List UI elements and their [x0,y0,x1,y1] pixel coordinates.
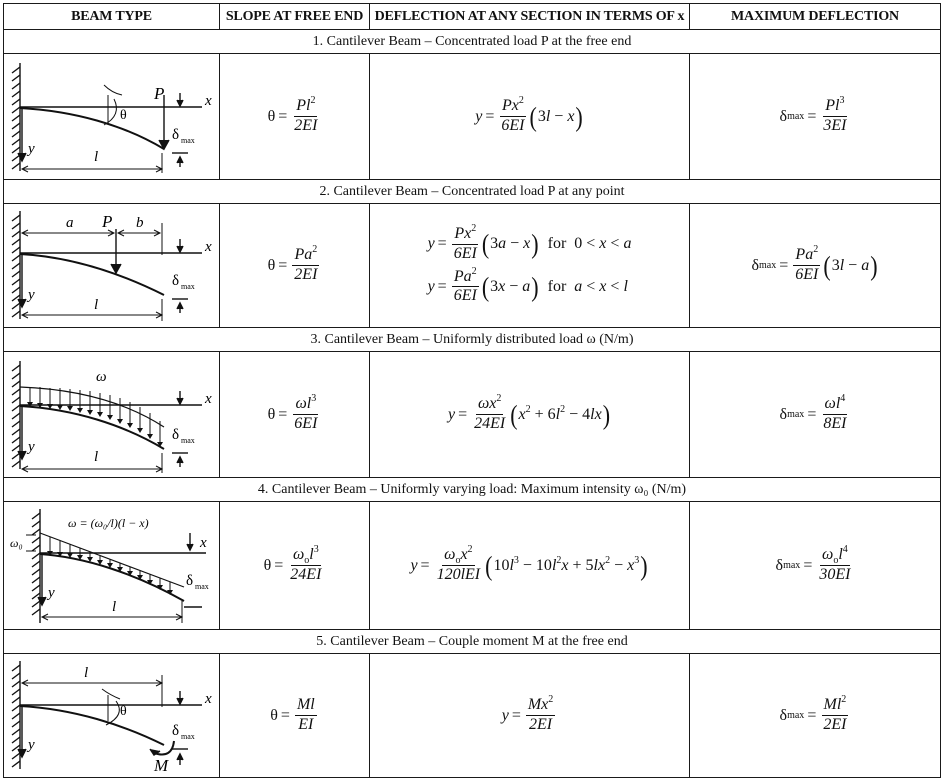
label-M: M [154,755,169,775]
section-5-max-deflection: δ max = $\frac{Ml^2}{2EI}$ [690,654,941,778]
section-4-max-deflection: δ max = $\frac{\omega_ol^4}{30EI}$ [690,502,941,630]
section-3-max-deflection: δ max = $\frac{\omega l^4}{8EI}$ [690,352,941,478]
label-P: P [102,211,113,231]
label-delta: δ [172,126,180,143]
label-y: y [28,286,35,303]
label-x: x [205,390,212,407]
label-max: max [195,581,209,591]
label-l: l [94,148,99,165]
label-y: y [48,584,55,601]
label-x: x [200,534,207,551]
section-5-title: 5. Cantilever Beam – Couple moment M at the free end [4,630,941,654]
section-4-diagram [4,503,218,629]
header-deflection: DEFLECTION AT ANY SECTION IN TERMS OF x [370,4,690,30]
section-1-max-deflection: δ max = $\frac{Pl^3}{3EI}$ [690,54,941,180]
label-max: max [181,281,195,291]
section-1-deflection: y = $\frac{Px^2}{6EI}$ ( 3l − x ) [370,54,690,180]
label-y: y [28,438,35,455]
section-5-diagram-cell [4,654,220,778]
label-l: l [94,448,99,465]
section-5-diagram [4,655,218,777]
section-1-slope: θ = $\frac{Pl^2}{2EI}$ [220,54,370,180]
label-load-expression: ω = (ω₀/l)(l − x) [68,515,149,530]
section-5-title-row [4,630,941,654]
section-2-deflection: y = $\frac{Px^2}{6EI}$ ( 3a − x ) for 0 < x < a y = $\frac{Pa^2}{6EI}$ ( 3x − a ) for a < x < l [370,204,690,328]
label-y: y [28,736,35,753]
label-delta: δ [186,572,194,589]
label-a: a [66,214,74,231]
section-4-row [4,502,941,630]
header-beam-type: BEAM TYPE [4,4,220,30]
header-max-deflection: MAXIMUM DEFLECTION [690,4,941,30]
section-2-diagram-cell [4,204,220,328]
section-5-row [4,654,941,778]
section-2-diagram [4,205,218,327]
label-l: l [84,664,89,681]
section-3-deflection: y = $\frac{\omega x^2}{24EI}$ ( $x^2 + 6l^2 - 4lx$ ) [370,352,690,478]
section-1-diagram [4,55,218,179]
section-1-title: 1. Cantilever Beam – Concentrated load P at the free end [4,30,941,54]
label-omega0: ω₀ [10,535,23,550]
label-max: max [181,135,195,145]
label-delta: δ [172,722,180,739]
label-x: x [205,92,212,109]
label-theta: θ [120,703,127,719]
section-3-diagram [4,353,218,477]
label-x: x [205,238,212,255]
section-3-row [4,352,941,478]
section-4-slope: θ = $\frac{\omega_ol^3}{24EI}$ [220,502,370,630]
label-x: x [205,690,212,707]
label-max: max [181,435,195,445]
header-row [4,4,941,30]
section-3-diagram-cell [4,352,220,478]
label-delta: δ [172,426,180,443]
section-4-deflection: y = $\frac{\omega_ox^2}{\text{120lEI}}$ ( $10l^3 - 10l^2x + 5lx^2 - x^3$ ) [370,502,690,630]
section-2-title: 2. Cantilever Beam – Concentrated load P at any point [4,180,941,204]
section-4-title: 4. Cantilever Beam – Uniformly varying load: Maximum intensity ω₀ (N/m) [4,478,941,502]
section-3-slope: θ = $\frac{\omega l^3}{6EI}$ [220,352,370,478]
section-3-title-row [4,328,941,352]
beam-deflection-table [3,3,941,778]
section-2-title-row [4,180,941,204]
section-1-title-row [4,30,941,54]
label-l: l [112,598,117,615]
section-2-max-deflection: δ max = $\frac{Pa^2}{6EI}$ ( 3l − a ) [690,204,941,328]
label-l: l [94,296,99,313]
section-2-slope: θ = $\frac{Pa^2}{2EI}$ [220,204,370,328]
section-2-row [4,204,941,328]
label-P: P [154,83,165,103]
label-b: b [136,214,144,231]
section-1-diagram-cell [4,54,220,180]
section-4-title-row [4,478,941,502]
header-slope: SLOPE AT FREE END [220,4,370,30]
section-4-diagram-cell [4,502,220,630]
label-max: max [181,731,195,741]
label-theta: θ [120,107,127,123]
section-5-slope: θ = $\frac{Ml}{EI}$ [220,654,370,778]
label-y: y [28,140,35,157]
label-delta: δ [172,272,180,289]
label-omega: ω [96,368,107,385]
section-3-title: 3. Cantilever Beam – Uniformly distributed load ω (N/m) [4,328,941,352]
section-1-row [4,54,941,180]
section-5-deflection: y = $\frac{Mx^2}{2EI}$ [370,654,690,778]
